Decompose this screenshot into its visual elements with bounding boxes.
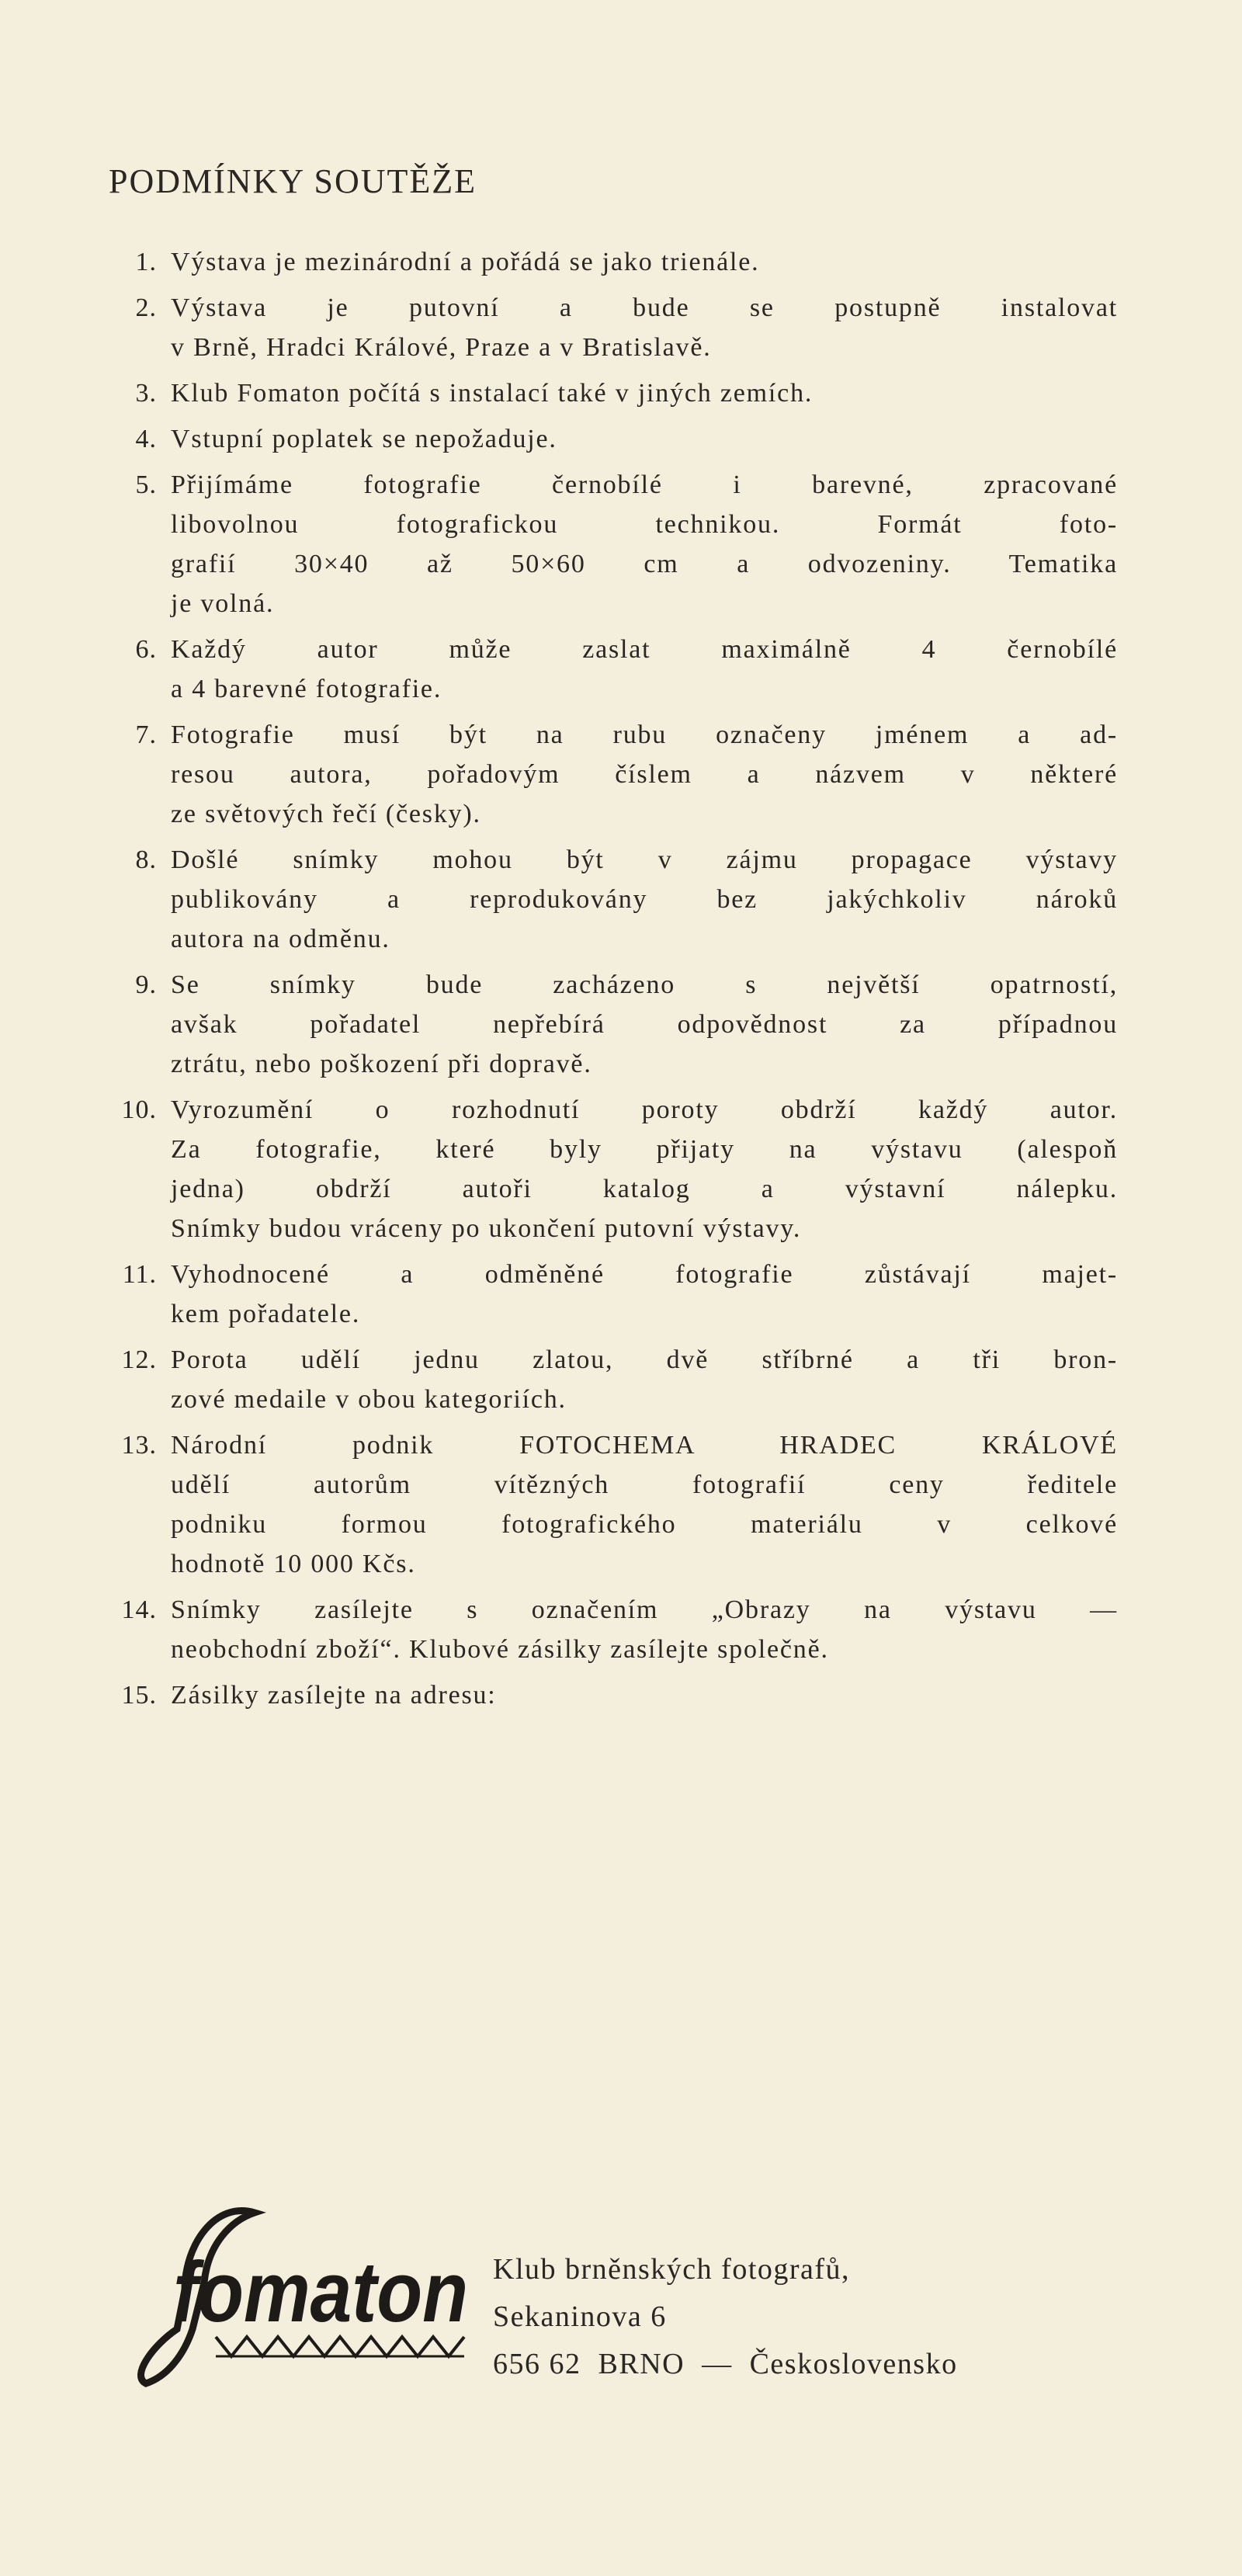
condition-text-line: Klub Fomaton počítá s instalací také v jiných zemích. — [171, 379, 814, 408]
address-city: 656 62 BRNO — Československo — [493, 2348, 958, 2380]
address-club: Klub brněnských fotografů, — [493, 2253, 851, 2286]
condition-item — [109, 1090, 1118, 1248]
condition-item — [109, 840, 1118, 959]
condition-number: 11. — [122, 1260, 157, 1289]
condition-text-line: Fotografie musí být na rubu označeny jménem a ad- — [171, 720, 1118, 749]
condition-item — [109, 373, 1118, 413]
condition-number: 6. — [135, 635, 157, 664]
condition-text-line: je volná. — [171, 589, 275, 618]
condition-number: 7. — [135, 720, 157, 749]
condition-item — [109, 1425, 1118, 1584]
condition-text-line: Vyhodnocené a odměněné fotografie zůstávají majet- — [171, 1260, 1118, 1289]
address-block — [493, 2246, 958, 2388]
condition-number: 12. — [121, 1345, 157, 1374]
condition-text-line: jedna) obdrží autoři katalog a výstavní nálepku. — [171, 1175, 1118, 1203]
condition-item — [109, 1590, 1118, 1669]
condition-text-line: v Brně, Hradci Králové, Praze a v Bratislavě. — [171, 333, 712, 362]
condition-number: 10. — [121, 1095, 157, 1124]
condition-text-line: ze světových řečí (česky). — [171, 800, 481, 828]
condition-text-line: podniku formou fotografického materiálu v celkové — [171, 1510, 1118, 1539]
condition-text-line: Došlé snímky mohou být v zájmu propagace výstavy — [171, 845, 1118, 874]
fomaton-logo — [99, 2197, 480, 2387]
condition-text-line: Výstava je putovní a bude se postupně instalovat — [171, 293, 1118, 322]
condition-item — [109, 288, 1118, 367]
condition-item — [109, 965, 1118, 1084]
condition-text-line: avšak pořadatel nepřebírá odpovědnost za případnou — [171, 1010, 1118, 1039]
condition-text-line: Zásilky zasílejte na adresu: — [171, 1681, 497, 1710]
condition-text-line: ztrátu, nebo poškození při dopravě. — [171, 1050, 592, 1078]
condition-number: 8. — [135, 845, 157, 874]
condition-text-line: Za fotografie, které byly přijaty na výstavu (alespoň — [171, 1135, 1118, 1164]
condition-text-line: resou autora, pořadovým číslem a názvem v některé — [171, 760, 1118, 789]
condition-text-line: kem pořadatele. — [171, 1300, 361, 1328]
condition-item — [109, 630, 1118, 709]
condition-text-line: autora na odměnu. — [171, 925, 390, 953]
condition-text-line: Vyrozumění o rozhodnutí poroty obdrží každý autor. — [171, 1095, 1118, 1124]
condition-text-line: udělí autorům vítězných fotografií ceny ředitele — [171, 1470, 1118, 1499]
address-street: Sekaninova 6 — [493, 2300, 667, 2333]
condition-number: 2. — [135, 293, 157, 322]
condition-text-line: Porota udělí jednu zlatou, dvě stříbrné a tři bron- — [171, 1345, 1118, 1374]
page-title: PODMÍNKY SOUTĚŽE — [109, 162, 477, 200]
condition-text-line: hodnotě 10 000 Kčs. — [171, 1550, 416, 1578]
condition-text-line: Každý autor může zaslat maximálně 4 černobílé — [171, 635, 1118, 664]
condition-item — [109, 1255, 1118, 1334]
condition-number: 9. — [135, 970, 157, 999]
condition-item — [109, 419, 1118, 459]
condition-item — [109, 715, 1118, 834]
condition-number: 5. — [135, 470, 157, 499]
condition-number: 3. — [135, 379, 157, 408]
condition-text-line: Přijímáme fotografie černobílé i barevné, zpracované — [171, 470, 1118, 499]
condition-text-line: publikovány a reprodukovány bez jakýchkoliv nároků — [171, 885, 1118, 914]
svg-text:fomaton: fomaton — [173, 2244, 468, 2340]
condition-item — [109, 1340, 1118, 1419]
condition-text-line: libovolnou fotografickou technikou. Formát foto- — [171, 510, 1118, 539]
condition-text-line: Vstupní poplatek se nepožaduje. — [171, 425, 557, 453]
condition-text-line: Se snímky bude zacházeno s největší opatrností, — [171, 970, 1118, 999]
condition-text-line: a 4 barevné fotografie. — [171, 675, 442, 703]
condition-text-line: neobchodní zboží“. Klubové zásilky zasílejte společně. — [171, 1635, 829, 1664]
condition-text-line: Národní podnik FOTOCHEMA HRADEC KRÁLOVÉ — [171, 1431, 1118, 1460]
condition-number: 1. — [135, 248, 157, 276]
condition-text-line: Výstava je mezinárodní a pořádá se jako trienále. — [171, 248, 760, 276]
condition-number: 14. — [121, 1595, 157, 1624]
condition-number: 4. — [135, 425, 157, 453]
condition-text-line: grafií 30×40 až 50×60 cm a odvozeniny. Tematika — [171, 550, 1118, 578]
conditions-list — [109, 242, 1118, 1721]
condition-item — [109, 242, 1118, 282]
condition-number: 15. — [121, 1681, 157, 1710]
condition-item — [109, 465, 1118, 623]
condition-number: 13. — [121, 1431, 157, 1460]
condition-item — [109, 1675, 1118, 1715]
condition-text-line: zové medaile v obou kategoriích. — [171, 1385, 567, 1414]
condition-text-line: Snímky zasílejte s označením „Obrazy na výstavu — — [171, 1595, 1118, 1624]
condition-text-line: Snímky budou vráceny po ukončení putovní výstavy. — [171, 1214, 802, 1243]
